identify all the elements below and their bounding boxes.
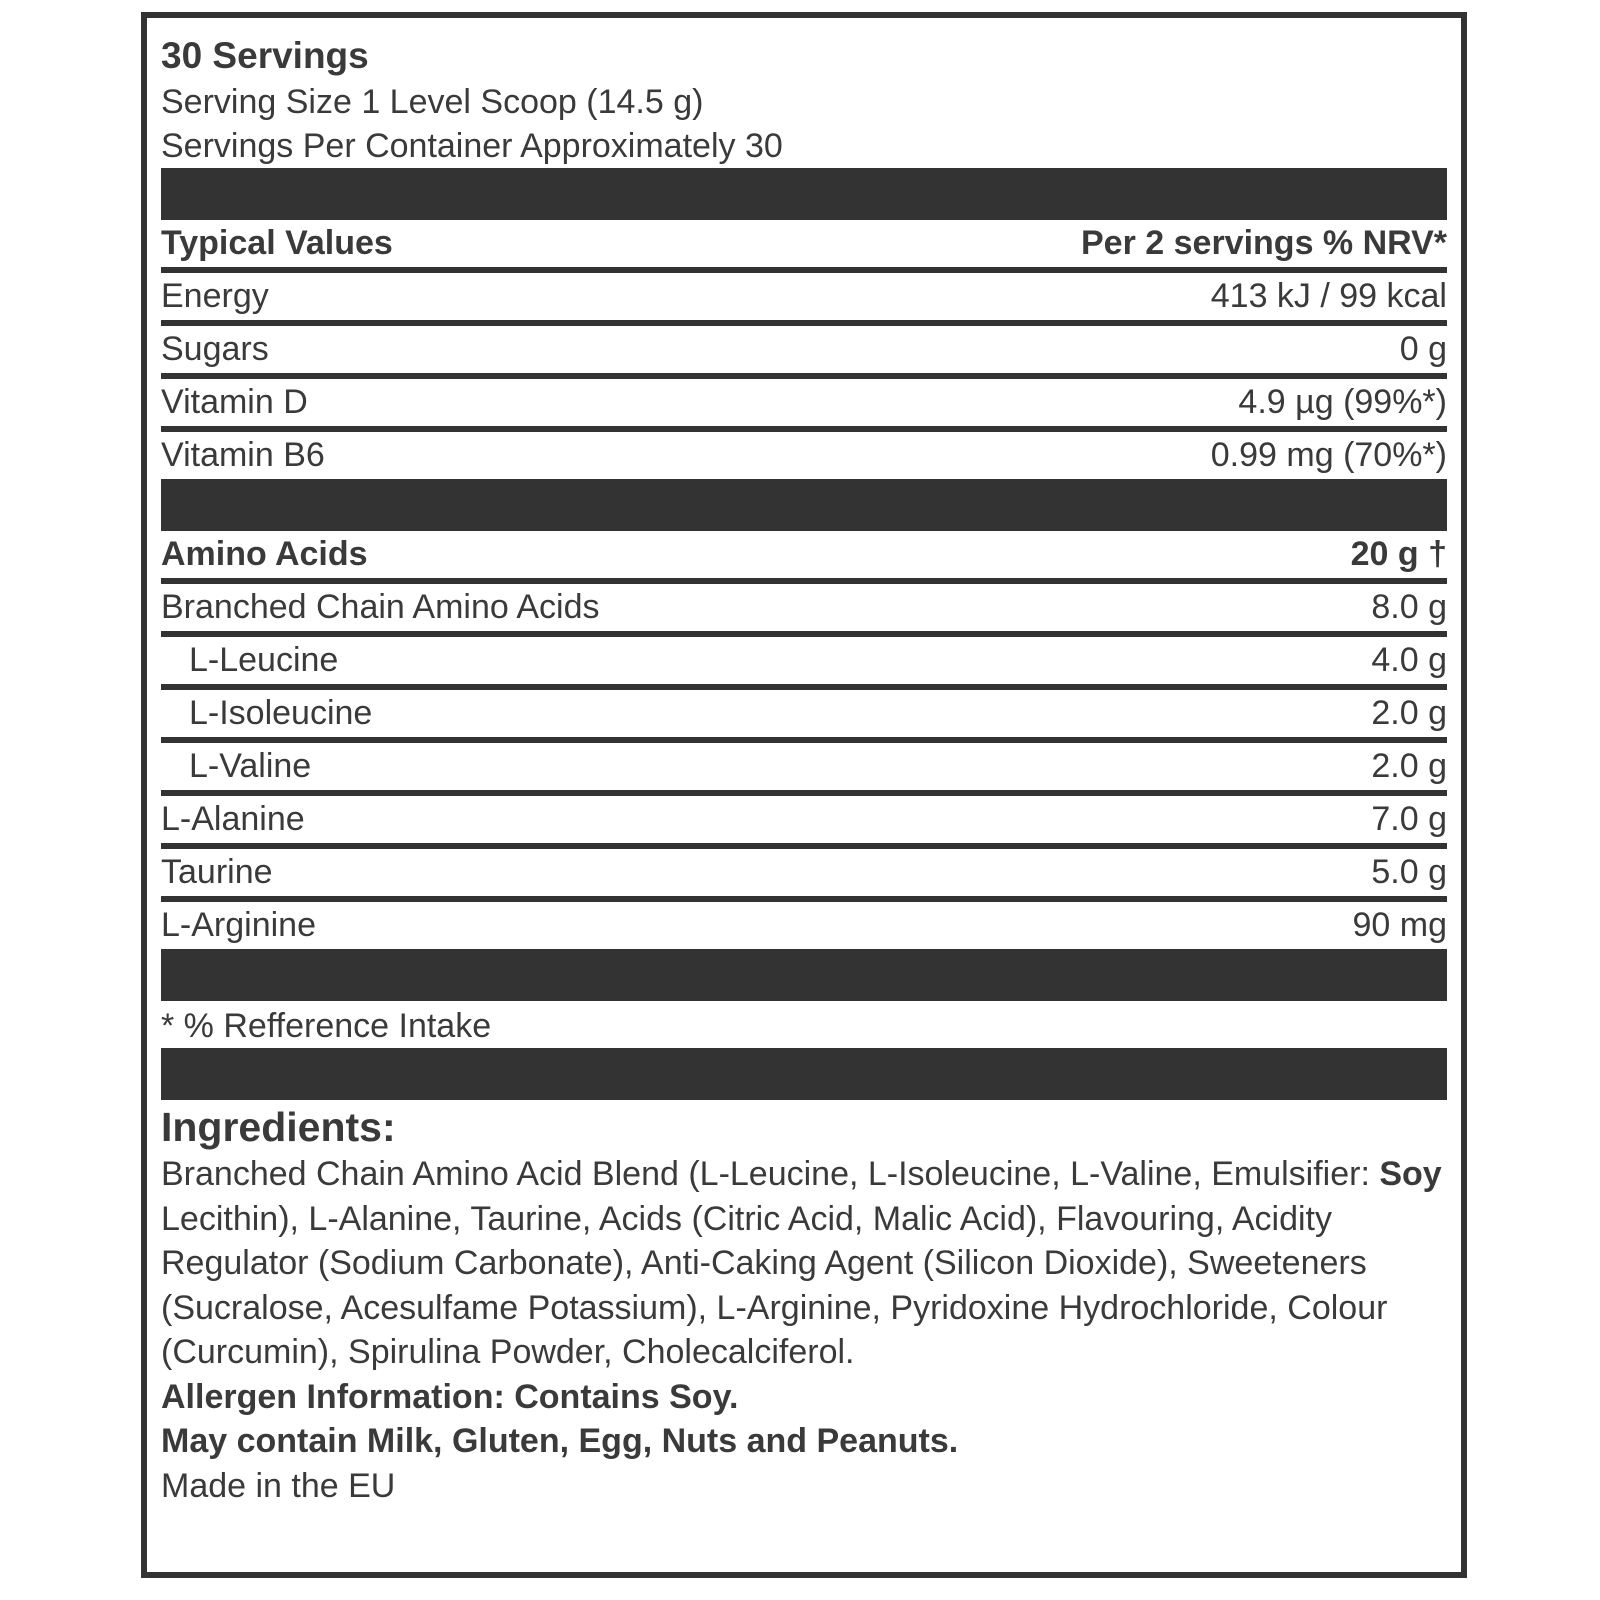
nutrient-value: 0 g	[1399, 330, 1447, 368]
nutrient-value: 413 kJ / 99 kcal	[1210, 277, 1447, 315]
section-divider-bar	[161, 949, 1447, 1001]
amino-name: Taurine	[161, 853, 273, 891]
table-row	[161, 273, 1447, 320]
amino-name: Branched Chain Amino Acids	[161, 588, 600, 626]
may-contain-warning: May contain Milk, Gluten, Egg, Nuts and Peanuts.	[161, 1422, 959, 1460]
table-row	[161, 690, 1447, 737]
section-divider-bar	[161, 168, 1447, 220]
amino-acids-header	[161, 531, 1447, 578]
nutrient-name: Vitamin D	[161, 383, 308, 421]
table-row	[161, 743, 1447, 790]
servings-per-container: Servings Per Container Approximately 30	[161, 127, 783, 165]
amino-value: 2.0 g	[1371, 694, 1447, 732]
nutrient-name: Energy	[161, 277, 269, 315]
amino-value: 4.0 g	[1371, 641, 1447, 679]
table-row	[161, 637, 1447, 684]
amino-name: L-Leucine	[189, 641, 339, 679]
nutrition-label	[141, 12, 1467, 1578]
reference-intake-footnote: * % Refference Intake	[161, 1007, 492, 1045]
amino-name: L-Isoleucine	[189, 694, 373, 732]
table-row	[161, 849, 1447, 896]
amino-name: L-Alanine	[161, 800, 305, 838]
typical-values-header	[161, 220, 1447, 267]
ingredients-text	[161, 1152, 1447, 1375]
ingredients-title: Ingredients:	[161, 1104, 396, 1150]
table-row	[161, 902, 1447, 949]
table-row	[161, 796, 1447, 843]
amino-value: 90 mg	[1352, 906, 1447, 944]
allergen-highlight: Soy	[1379, 1155, 1442, 1193]
amino-value: 2.0 g	[1371, 747, 1447, 785]
table-row	[161, 432, 1447, 479]
per-servings-label: Per 2 servings % NRV*	[1081, 224, 1447, 262]
nutrient-value: 4.9 µg (99%*)	[1238, 383, 1447, 421]
nutrient-name: Sugars	[161, 330, 269, 368]
serving-size: Serving Size 1 Level Scoop (14.5 g)	[161, 83, 704, 121]
amino-name: L-Valine	[189, 747, 312, 785]
amino-name: L-Arginine	[161, 906, 316, 944]
amino-acids-total: 20 g †	[1350, 535, 1447, 573]
amino-value: 7.0 g	[1371, 800, 1447, 838]
section-divider-bar	[161, 479, 1447, 531]
servings-title: 30 Servings	[161, 35, 369, 76]
nutrient-name: Vitamin B6	[161, 436, 325, 474]
allergen-information: Allergen Information: Contains Soy.	[161, 1377, 739, 1416]
table-row	[161, 584, 1447, 631]
nutrient-value: 0.99 mg (70%*)	[1210, 436, 1447, 474]
ingredients-text-after: Lecithin), L-Alanine, Taurine, Acids (Citric Acid, Malic Acid), Flavouring, Acidity Regulator (Sodium Carbonate), Anti-Caking Agent (Silicon Dioxide), Sweeteners (Sucralose, Acesulfame Potassium), L-Arginine, Pyridoxine Hydrochloride, Colour (Curcumin), Spirulina Powder, Cholecalciferol.	[161, 1199, 1388, 1371]
section-divider-bar	[161, 1048, 1447, 1100]
amino-value: 5.0 g	[1371, 853, 1447, 891]
typical-values-label: Typical Values	[161, 224, 393, 262]
amino-value: 8.0 g	[1371, 588, 1447, 626]
amino-acids-label: Amino Acids	[161, 535, 368, 573]
table-row	[161, 379, 1447, 426]
origin-statement: Made in the EU	[161, 1466, 396, 1505]
table-row	[161, 326, 1447, 373]
ingredients-text-before: Branched Chain Amino Acid Blend (L-Leucine, L-Isoleucine, L-Valine, Emulsifier:	[161, 1155, 1380, 1193]
